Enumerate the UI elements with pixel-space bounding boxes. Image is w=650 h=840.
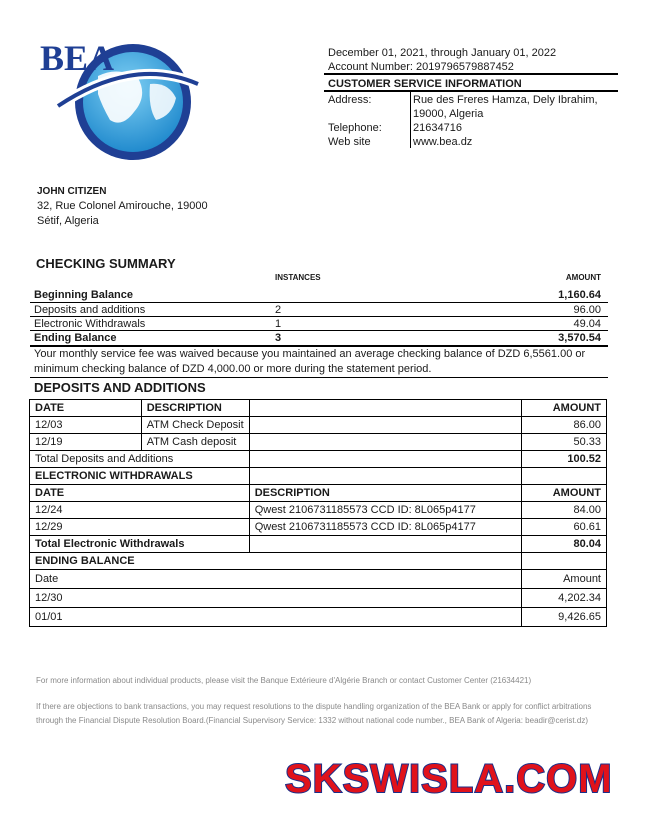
summary-label-beginning: Beginning Balance (34, 289, 134, 301)
withdrawal-amount: 84.00 (521, 502, 606, 519)
service-fee-note-line1: Your monthly service fee was waived because you maintained an average checking balance of DZD 6,5561.00 or (34, 348, 586, 360)
ending-amount: 4,202.34 (521, 589, 606, 608)
ending-col-date: Date (30, 570, 522, 589)
empty-cell (249, 536, 521, 553)
address-line1: Rue des Freres Hamza, Dely Ibrahim, (413, 94, 598, 106)
deposit-amount: 86.00 (521, 417, 606, 434)
table-row (30, 417, 607, 434)
service-fee-note-line2: minimum checking balance of DZD 4,000.00 or more during the statement period. (34, 363, 432, 375)
withdrawals-total-label: Total Electronic Withdrawals (30, 536, 250, 553)
withdrawals-title: ELECTRONIC WITHDRAWALS (30, 468, 250, 485)
empty-cell (249, 434, 521, 451)
table-row (30, 553, 607, 570)
bea-globe-logo-icon (38, 36, 208, 166)
summary-instances-ending: 3 (275, 332, 282, 344)
summary-amount-withdrawals: 49.04 (573, 318, 601, 330)
deposits-col-amount: AMOUNT (521, 400, 606, 417)
service-fee-note (34, 347, 585, 377)
empty-cell (249, 468, 521, 485)
address-line2: 19000, Algeria (413, 108, 484, 120)
table-header-row (30, 570, 607, 589)
table-row (30, 608, 607, 627)
withdrawals-col-amount: AMOUNT (521, 485, 606, 502)
table-header-row (30, 400, 607, 417)
deposits-col-date: DATE (30, 400, 142, 417)
watermark-text: SKSWISLA.COM (285, 757, 613, 801)
table-row (30, 536, 607, 553)
summary-instances-deposits: 2 (275, 304, 282, 316)
deposit-description: ATM Check Deposit (141, 417, 249, 434)
summary-title: CHECKING SUMMARY (36, 256, 176, 271)
summary-label-deposits: Deposits and additions (34, 304, 146, 316)
customer-address-line2: Sétif, Algeria (37, 215, 99, 227)
table-row (30, 519, 607, 536)
deposits-table (29, 399, 607, 627)
logo-text: BEA (40, 38, 115, 78)
footer-info: For more information about individual products, please visit the Banque Extérieure d'Algérie Branch or contact Customer Center (21634421) (36, 676, 532, 685)
withdrawal-date: 12/24 (30, 502, 250, 519)
summary-label-ending: Ending Balance (34, 332, 117, 344)
withdrawals-col-description: DESCRIPTION (249, 485, 521, 502)
section-divider (30, 377, 608, 378)
account-number: Account Number: 2019796579887452 (328, 61, 514, 73)
summary-col-amount: AMOUNT (565, 273, 601, 282)
ending-col-amount: Amount (521, 570, 606, 589)
withdrawals-col-date: DATE (30, 485, 250, 502)
table-row (30, 468, 607, 485)
table-row (30, 451, 607, 468)
ending-date: 12/30 (30, 589, 522, 608)
website-link[interactable]: www.bea.dz (413, 136, 473, 148)
telephone-value: 21634716 (413, 122, 462, 134)
watermark (285, 752, 625, 822)
empty-cell (249, 417, 521, 434)
bank-logo (38, 36, 208, 166)
table-row (30, 502, 607, 519)
withdrawals-total-amount: 80.04 (521, 536, 606, 553)
deposit-date: 12/03 (30, 417, 142, 434)
summary-amount-beginning: 1,160.64 (558, 289, 601, 301)
deposits-col-description: DESCRIPTION (141, 400, 249, 417)
empty-cell (521, 553, 606, 570)
deposit-date: 12/19 (30, 434, 142, 451)
withdrawal-description: Qwest 2106731185573 CCD ID: 8L065p4177 (249, 502, 521, 519)
watermark-text-graphic (285, 752, 625, 812)
website-label: Web site (328, 136, 371, 148)
empty-cell (249, 400, 521, 417)
ending-date: 01/01 (30, 608, 522, 627)
table-header-row (30, 485, 607, 502)
customer-service-title: CUSTOMER SERVICE INFORMATION (324, 73, 618, 92)
deposits-title: DEPOSITS AND ADDITIONS (34, 380, 206, 395)
telephone-label: Telephone: (328, 122, 382, 134)
footer-objection: If there are objections to bank transactions, you may request resolutions to the dispute handling organization of the BEA Bank or apply for conflict arbitrations through the Financial Dispute Resolution Board.(Financial Supervisory Service: 1332 without national code number., BEA Bank of Algeria: beadir@cerist.dz) (36, 702, 592, 725)
summary-amount-ending: 3,570.54 (558, 332, 601, 344)
address-label: Address: (328, 94, 372, 106)
table-row (30, 589, 607, 608)
customer-block (37, 184, 208, 229)
table-row (30, 434, 607, 451)
empty-cell (249, 451, 521, 468)
deposit-amount: 50.33 (521, 434, 606, 451)
summary-amount-deposits: 96.00 (573, 304, 601, 316)
statement-period: December 01, 2021, through January 01, 2022 (328, 47, 557, 59)
withdrawal-amount: 60.61 (521, 519, 606, 536)
ending-amount: 9,426.65 (521, 608, 606, 627)
deposits-total-label: Total Deposits and Additions (30, 451, 250, 468)
summary-instances-withdrawals: 1 (275, 318, 282, 330)
cs-value-column (410, 92, 598, 148)
deposit-description: ATM Cash deposit (141, 434, 249, 451)
summary-label-withdrawals: Electronic Withdrawals (34, 318, 146, 330)
withdrawal-date: 12/29 (30, 519, 250, 536)
ending-title: ENDING BALANCE (30, 553, 522, 570)
empty-cell (521, 468, 606, 485)
withdrawal-description: Qwest 2106731185573 CCD ID: 8L065p4177 (249, 519, 521, 536)
deposits-total-amount: 100.52 (521, 451, 606, 468)
customer-name: JOHN CITIZEN (37, 186, 107, 197)
summary-col-instances: INSTANCES (275, 273, 321, 282)
customer-address-line1: 32, Rue Colonel Amirouche, 19000 (37, 200, 208, 212)
